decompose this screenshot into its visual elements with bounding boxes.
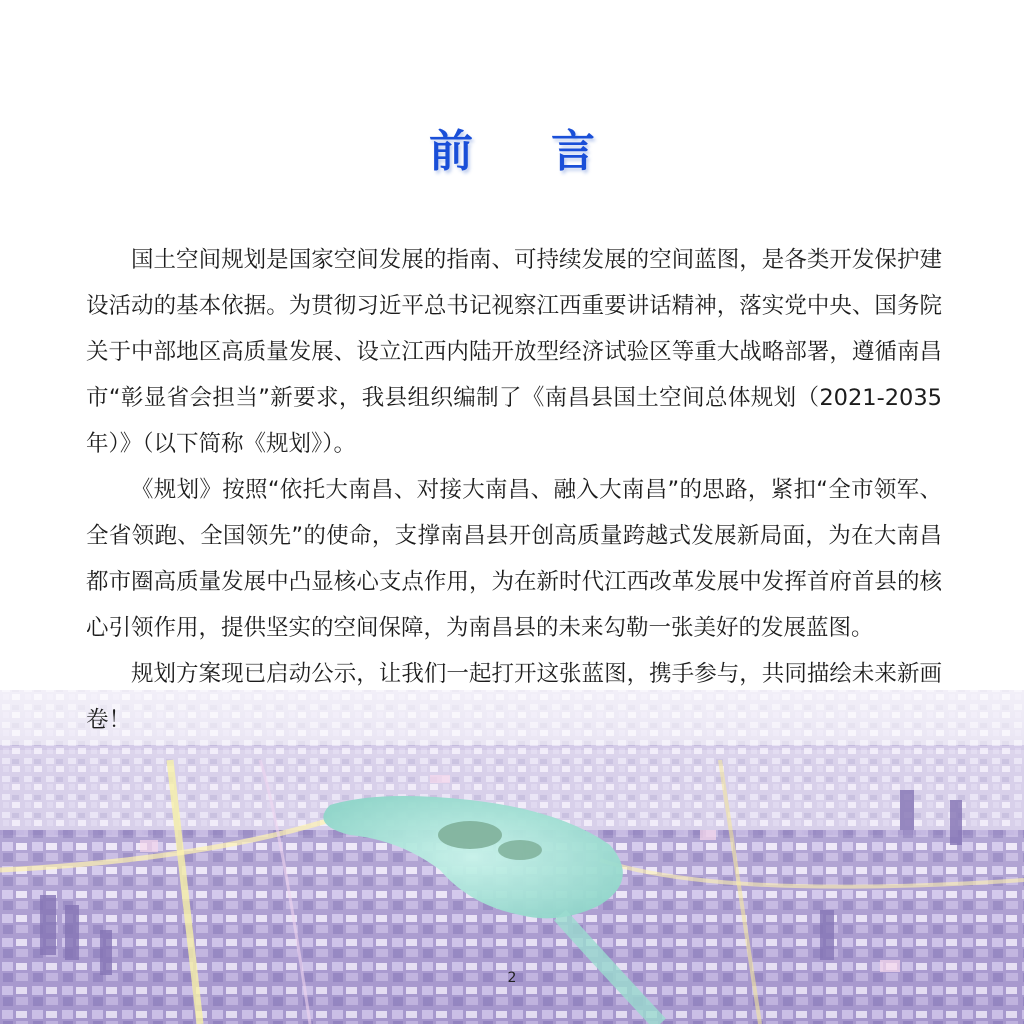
page-title: 前言 <box>429 126 673 177</box>
paragraph-public-notice: 规划方案现已启动公示，让我们一起打开这张蓝图，携手参与，共同描绘未来新画卷！ <box>86 661 942 733</box>
paragraph-plan-approach: 《规划》按照“依托大南昌、对接大南昌、融入大南昌”的思路，紧扣“全市领军、全省领跑、全国领先”的使命，支撑南昌县开创高质量跨越式发展新局面，为在大南昌都市圈高质量发展中凸显核心支点作用，为在新时代江西改革发展中发挥首府首县的核心引领作用，提供坚实的空间保障，为南昌县的未来勾勒一张美好的发展蓝图。 <box>86 477 942 641</box>
paragraph-intro: 国土空间规划是国家空间发展的指南、可持续发展的空间蓝图，是各类开发保护建设活动的基本依据。为贯彻习近平总书记视察江西重要讲话精神，落实党中央、国务院关于中部地区高质量发展、设立江西内陆开放型经济试验区等重大战略部署，遵循南昌市“彰显省会担当”新要求，我县组织编制了《南昌县国土空间总体规划（2021-2035 年）》（以下简称《规划》）。 <box>86 247 942 457</box>
page-number: 2 <box>507 970 517 986</box>
preface-body <box>86 237 942 743</box>
